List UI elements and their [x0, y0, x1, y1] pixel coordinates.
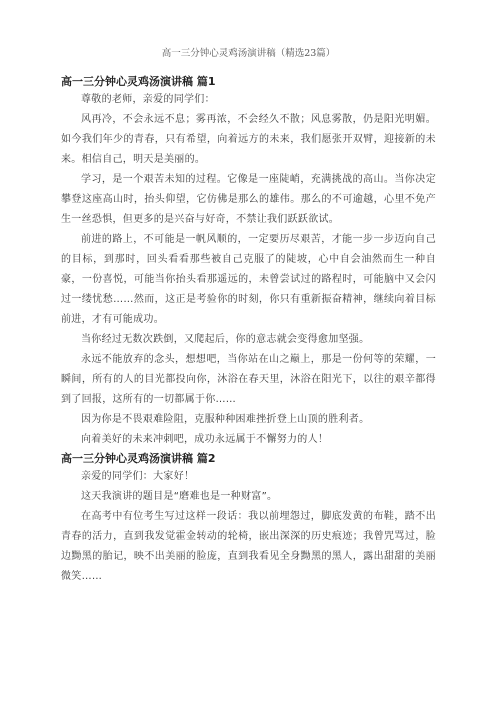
paragraph: 亲爱的同学们：大家好！	[81, 471, 195, 482]
paragraph: 因为你是不畏艰难险阻，克服种种困难挫折登上山顶的胜利者。	[81, 414, 370, 425]
paragraph: 前进的路上，不可能是一帆风顺的，一定要历尽艰苦，才能一步一步迈向自己的目标，到那时，回头看看那些被自己克服了的陡坡，心中自会油然而生一种自豪，一份喜悦，可能当你抬头看那遥远的，未曾尝试过的路程时，可能脑中又会闪过一缕忧愁……然而，这正是考验你的时刻，你只有重新振奋精神，继续向着目标前进，才有可能成功。	[61, 234, 436, 325]
paragraph: 学习，是一个艰苦未知的过程。它像是一座陡峭，充满挑战的高山。当你决定攀登这座高山时，抬头仰望，它仿佛是那么的雄伟。那么的不可逾越，心里不免产生一丝恐惧，但更多的是兴奋与好奇，不禁让我们跃跃欲试。	[61, 174, 436, 225]
paragraph: 永远不能放弃的念头，想想吧，当你站在山之巅上，那是一份何等的荣耀，一瞬间，所有的人的目光都投向你，沐浴在春天里，沐浴在阳光下，以往的艰辛都得到了回报，这所有的一切都属于你……	[61, 354, 436, 405]
section-heading-2: 高一三分钟心灵鸡汤演讲稿 篇2	[61, 452, 216, 465]
paragraph: 风再冷，不会永远不息；雾再浓，不会经久不散；风息雾散，仍是阳光明媚。如今我们年少的青春，只有希望，向着远方的未来，我们愿张开双臂，迎接新的未来。相信自己，明天是美丽的。	[61, 114, 436, 165]
paragraph: 这天我演讲的题目是“磨难也是一种财富”。	[81, 491, 278, 502]
section-heading-1: 高一三分钟心灵鸡汤演讲稿 篇1	[61, 75, 216, 88]
document-title: 高一三分钟心灵鸡汤演讲稿（精选23篇）	[161, 48, 336, 59]
paragraph: 向着美好的未来冲刺吧，成功永远属于不懈努力的人！	[81, 434, 329, 445]
paragraph: 尊敬的老师，亲爱的同学们：	[81, 94, 215, 105]
paragraph: 当你经过无数次跌倒，又爬起后，你的意志就会变得愈加坚强。	[81, 334, 370, 345]
paragraph: 在高考中有位考生写过这样一段话：我以前埋怨过，脚底发黄的布鞋，踏不出青春的活力，直到我发觉霍金转动的轮椅，嵌出深深的历史痕迹；我曾咒骂过，脸边黝黑的胎记，映不出美丽的脸庞，直到我看见全身黝黑的黑人，露出甜甜的美丽微笑……	[61, 511, 436, 582]
